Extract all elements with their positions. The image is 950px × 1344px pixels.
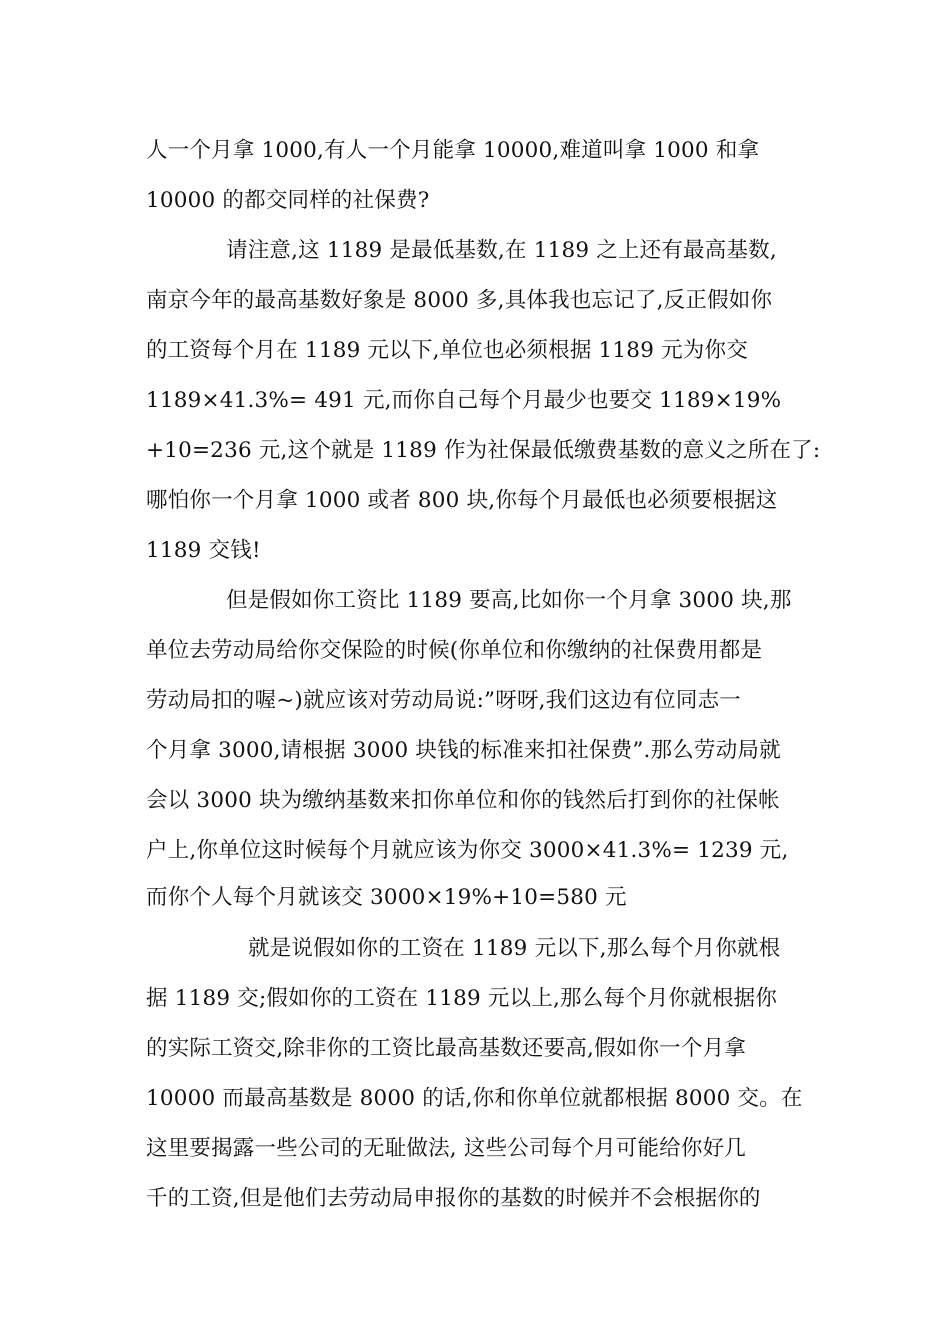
text-line: 会以 3000 块为缴纳基数来扣你单位和你的钱然后打到你的社保帐	[146, 788, 780, 813]
text-line: 千的工资,但是他们去劳动局申报你的基数的时候并不会根据你的	[146, 1186, 761, 1211]
text-line: 1189×41.3%= 491 元,而你自己每个月最少也要交 1189×19%	[146, 388, 782, 413]
text-line: 10000 的都交同样的社保费?	[146, 188, 430, 213]
text-line: 单位去劳动局给你交保险的时候(你单位和你缴纳的社保费用都是	[146, 638, 763, 663]
paragraph-start-line: 就是说假如你的工资在 1189 元以下,那么每个月你就根	[248, 936, 781, 961]
text-line: 而你个人每个月就该交 3000×19%+10=580 元	[146, 885, 627, 910]
text-line: 10000 而最高基数是 8000 的话,你和你单位就都根据 8000 交。在	[146, 1086, 803, 1111]
text-line: 南京今年的最高基数好象是 8000 多,具体我也忘记了,反正假如你	[146, 288, 773, 313]
text-line: 的工资每个月在 1189 元以下,单位也必须根据 1189 元为你交	[146, 338, 748, 363]
text-line: 户上,你单位这时候每个月就应该为你交 3000×41.3%= 1239 元,	[146, 838, 789, 863]
text-line: 1189 交钱!	[146, 538, 261, 563]
paragraph-start-line: 请注意,这 1189 是最低基数,在 1189 之上还有最高基数,	[226, 238, 777, 263]
text-line: 劳动局扣的喔~)就应该对劳动局说:”呀呀,我们这边有位同志一	[146, 688, 741, 713]
text-line: 据 1189 交;假如你的工资在 1189 元以上,那么每个月你就根据你	[146, 986, 778, 1011]
text-line: 哪怕你一个月拿 1000 或者 800 块,你每个月最低也必须要根据这	[146, 488, 778, 513]
text-line: 人一个月拿 1000,有人一个月能拿 10000,难道叫拿 1000 和拿	[146, 138, 760, 163]
text-line: +10=236 元,这个就是 1189 作为社保最低缴费基数的意义之所在了:	[146, 438, 821, 463]
text-line: 个月拿 3000,请根据 3000 块钱的标准来扣社保费”.那么劳动局就	[146, 738, 781, 763]
text-line: 这里要揭露一些公司的无耻做法, 这些公司每个月可能给你好几	[146, 1136, 746, 1161]
paragraph-start-line: 但是假如你工资比 1189 要高,比如你一个月拿 3000 块,那	[226, 588, 792, 613]
text-line: 的实际工资交,除非你的工资比最高基数还要高,假如你一个月拿	[146, 1036, 746, 1061]
